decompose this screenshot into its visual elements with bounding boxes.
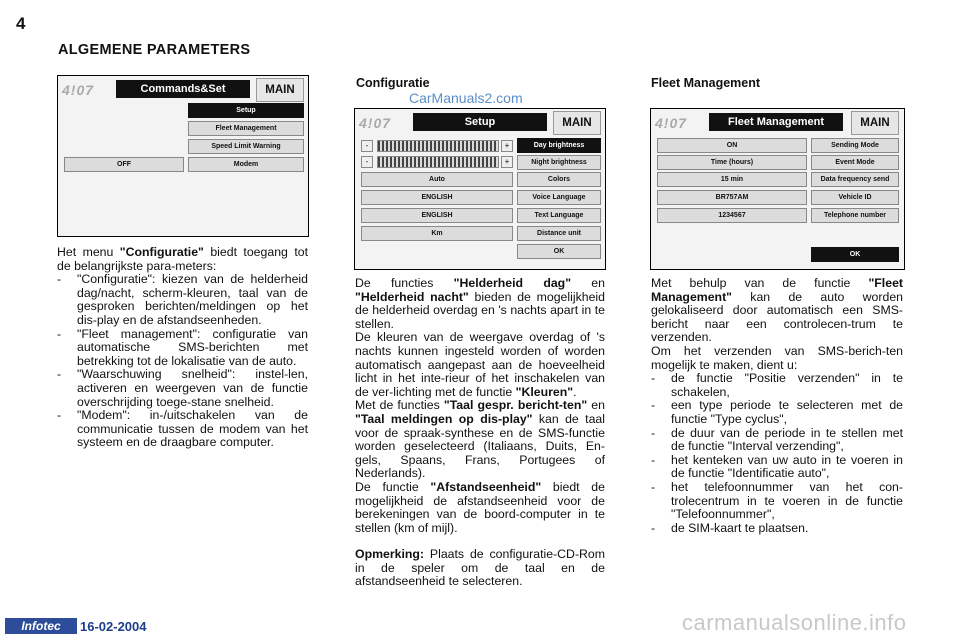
- list-item: - de duur van de periode in te stellen met de functie "Interval verzending",: [651, 427, 903, 454]
- distance-unit-button[interactable]: Distance unit: [517, 226, 601, 241]
- display-logo-icon: 4!07: [655, 115, 688, 131]
- infotec-logo: Infotec: [5, 618, 77, 634]
- plus-icon[interactable]: +: [501, 140, 513, 152]
- telephone-number-button[interactable]: Telephone number: [811, 208, 899, 223]
- text-language-button[interactable]: Text Language: [517, 208, 601, 223]
- watermark-text: CarManuals2.com: [409, 90, 523, 106]
- distance-unit-paragraph: De functie "Afstandseenheid" biedt de mogelijkheid de afstandseenheid voor de berekeningen van de boord-computer in te stellen (km of mijl).: [355, 479, 605, 535]
- configuration-title: Configuratie: [356, 76, 430, 90]
- day-brightness-button[interactable]: Day brightness: [517, 138, 601, 153]
- list-item: - het kenteken van uw auto in te voeren in de functie "Identificatie auto",: [651, 454, 903, 481]
- commands-set-screen: [57, 75, 309, 237]
- column-3-text: [651, 277, 903, 535]
- sms-paragraph: Om het verzenden van SMS-berich-ten mogelijk te maken, dient u:: [651, 343, 903, 372]
- page-number: 4: [16, 14, 26, 33]
- data-frequency-value: 15 min: [657, 172, 807, 187]
- event-mode-value: Time (hours): [657, 155, 807, 170]
- main-button[interactable]: MAIN: [553, 111, 601, 135]
- screen-title: Fleet Management: [709, 113, 843, 131]
- night-brightness-button[interactable]: Night brightness: [517, 155, 601, 170]
- text-language-value: ENGLISH: [361, 208, 513, 223]
- ok-button[interactable]: OK: [811, 247, 899, 262]
- modem-value: OFF: [64, 157, 184, 172]
- display-logo-icon: 4!07: [62, 82, 95, 98]
- display-logo-icon: 4!07: [359, 115, 392, 131]
- setup-button[interactable]: Setup: [188, 103, 304, 118]
- screen-title: Commands&Set: [116, 80, 250, 98]
- column-1-text: [57, 246, 308, 450]
- vehicle-id-value: BR757AM: [657, 190, 807, 205]
- fleet-management-title: Fleet Management: [651, 76, 761, 90]
- colors-button[interactable]: Colors: [517, 172, 601, 187]
- sms-steps-list: [651, 372, 903, 535]
- telephone-number-value: 1234567: [657, 208, 807, 223]
- minus-icon[interactable]: -: [361, 156, 373, 168]
- intro-paragraph: Het menu "Configuratie" biedt toegang tot de belangrijkste para-meters:: [57, 245, 308, 273]
- sending-mode-button[interactable]: Sending Mode: [811, 138, 899, 153]
- screen-title: Setup: [413, 113, 547, 131]
- site-watermark: carmanualsonline.info: [682, 610, 907, 635]
- parameter-list: [57, 273, 308, 450]
- setup-screen: [354, 108, 606, 270]
- list-item: - "Fleet management": configuratie van automatische SMS-berichten met betrekking tot de lokalisatie van de auto.: [57, 328, 308, 369]
- list-item: - "Configuratie": kiezen van de helderheid dag/nacht, scherm-kleuren, taal van de gesproken berichten/meldingen op het dis-play en de afstandseenheden.: [57, 273, 308, 327]
- distance-unit-value: Km: [361, 226, 513, 241]
- fleet-intro-paragraph: Met behulp van de functie "Fleet Management" kan de auto worden gelokaliseerd door automatisch een SMS-bericht naar een controlecen-trum te verzenden.: [651, 276, 903, 345]
- language-paragraph: Met de functies "Taal gespr. bericht-ten" en "Taal meldingen op dis-play" kan de taal voor de spraak-synthese en de SMS-functie worden geselecteerd (Italiaans, Duits, En-gels, Spaans, Frans, Portugees of Nederlands).: [355, 398, 605, 481]
- vehicle-id-button[interactable]: Vehicle ID: [811, 190, 899, 205]
- fleet-management-screen: [650, 108, 905, 270]
- list-item: - "Waarschuwing snelheid": instel-len, activeren en weergeven van de functie overschrijding toege-stane snelheid.: [57, 368, 308, 409]
- list-item: - de SIM-kaart te plaatsen.: [651, 522, 903, 536]
- sending-mode-value: ON: [657, 138, 807, 153]
- event-mode-button[interactable]: Event Mode: [811, 155, 899, 170]
- column-2-text: [355, 277, 605, 589]
- data-frequency-send-button[interactable]: Data frequency send: [811, 172, 899, 187]
- day-brightness-slider[interactable]: [377, 140, 499, 152]
- plus-icon[interactable]: +: [501, 156, 513, 168]
- footer-date: 16-02-2004: [80, 619, 147, 634]
- voice-language-button[interactable]: Voice Language: [517, 190, 601, 205]
- list-item: - een type periode te selecteren met de functie "Type cyclus",: [651, 399, 903, 426]
- main-button[interactable]: MAIN: [256, 78, 304, 102]
- voice-language-value: ENGLISH: [361, 190, 513, 205]
- list-item: - het telefoonnummer van het con-trolecentrum in te voeren in de functie "Telefoonnummer",: [651, 481, 903, 522]
- minus-icon[interactable]: -: [361, 140, 373, 152]
- colors-value: Auto: [361, 172, 513, 187]
- ok-button[interactable]: OK: [517, 244, 601, 259]
- fleet-management-button[interactable]: Fleet Management: [188, 121, 304, 136]
- section-heading: ALGEMENE PARAMETERS: [58, 42, 251, 58]
- colors-paragraph: De kleuren van de weergave overdag of 's nachts kunnen ingesteld worden of worden automatisch aangepast aan de hoeveelheid licht in het inte-rieur of het inschakelen van de ver-lichting met de functie "Kleuren".: [355, 330, 605, 399]
- list-item: - de functie "Positie verzenden" in te schakelen,: [651, 372, 903, 399]
- modem-button[interactable]: Modem: [188, 157, 304, 172]
- speed-limit-warning-button[interactable]: Speed Limit Warning: [188, 139, 304, 154]
- night-brightness-slider[interactable]: [377, 156, 499, 168]
- list-item: - "Modem": in-/uitschakelen van de communicatie tussen de modem van het systeem en de draagbare computer.: [57, 409, 308, 450]
- main-button[interactable]: MAIN: [851, 111, 899, 135]
- brightness-paragraph: De functies "Helderheid dag" en "Helderheid nacht" bieden de mogelijkheid de helderheid overdag en 's nachts apart in te stellen.: [355, 276, 605, 331]
- note-paragraph: Opmerking: Plaats de configuratie-CD-Rom in de speler om de taal en de afstandseenheid te selecteren.: [355, 547, 605, 589]
